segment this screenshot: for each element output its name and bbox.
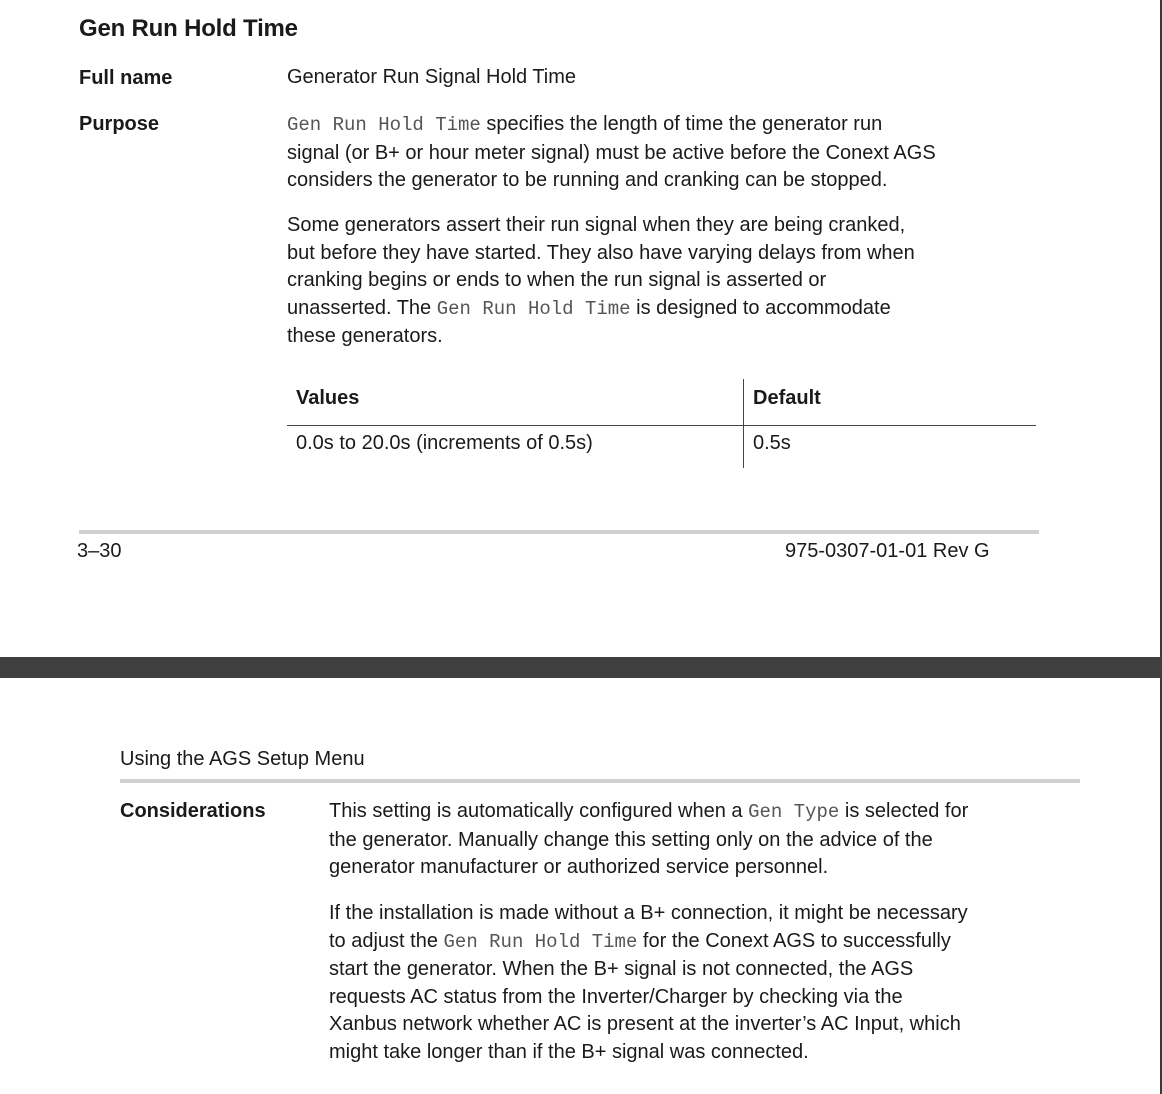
- considerations-label: Considerations: [120, 800, 266, 822]
- text-line: these generators.: [287, 325, 443, 348]
- text-line: generator manufacturer or authorized service personnel.: [329, 856, 829, 879]
- text-line: This setting is automatically configured when a: [329, 800, 749, 822]
- table-header-values: Values: [296, 387, 360, 409]
- full-name-value: Generator Run Signal Hold Time: [287, 66, 577, 88]
- considerations-paragraph-2: [329, 900, 1089, 1067]
- text-line: Some generators assert their run signal when they are being cranked,: [287, 214, 906, 236]
- text-line: cranking begins or ends to when the run signal is asserted or: [287, 269, 827, 292]
- table-header-rule: [287, 425, 1036, 426]
- text-line: is designed to accommodate: [630, 296, 891, 319]
- purpose-paragraph-2: [287, 212, 1047, 351]
- table-cell-values: 0.0s to 20.0s (increments of 0.5s): [296, 432, 593, 454]
- gen-run-hold-time-code: Gen Run Hold Time: [287, 114, 481, 136]
- gen-run-hold-time-code: Gen Run Hold Time: [443, 930, 638, 953]
- text-line: is selected for: [839, 800, 969, 822]
- text-line: the generator. Manually change this setting only on the advice of the: [329, 828, 933, 851]
- page-number: 3–30: [77, 540, 122, 562]
- text-line: might take longer than if the B+ signal was connected.: [329, 1040, 809, 1063]
- header-rule: [120, 779, 1080, 783]
- values-table: [287, 379, 1036, 468]
- gen-run-hold-time-code: Gen Run Hold Time: [436, 297, 631, 320]
- table-column-rule: [743, 379, 744, 468]
- purpose-paragraph-1: [287, 111, 1047, 195]
- text-line: signal (or B+ or hour meter signal) must be active before the Conext AGS: [287, 141, 936, 164]
- purpose-label: Purpose: [79, 113, 160, 135]
- text-line: but before they have started. They also have varying delays from when: [287, 241, 915, 264]
- text-line: for the Conext AGS to successfully: [637, 929, 951, 952]
- considerations-paragraph-1: [329, 798, 1089, 882]
- text-line: unasserted. The: [287, 296, 437, 319]
- full-name-label: Full name: [79, 67, 173, 89]
- gen-type-code: Gen Type: [748, 801, 840, 823]
- text-line: considers the generator to be running and cranking can be stopped.: [287, 169, 888, 192]
- document-number: 975-0307-01-01 Rev G: [785, 540, 990, 562]
- footer-rule: [79, 530, 1039, 534]
- page-separator: [0, 657, 1162, 678]
- section-title: Gen Run Hold Time: [79, 15, 298, 42]
- table-header-default: Default: [753, 387, 821, 409]
- running-header: Using the AGS Setup Menu: [120, 748, 365, 770]
- text-line: Xanbus network whether AC is present at the inverter’s AC Input, which: [329, 1013, 961, 1036]
- table-cell-default: 0.5s: [753, 432, 791, 454]
- text-line: requests AC status from the Inverter/Charger by checking via the: [329, 985, 903, 1008]
- text-line: start the generator. When the B+ signal is not connected, the AGS: [329, 958, 914, 981]
- text-line: to adjust the: [329, 929, 444, 952]
- text-line: specifies the length of time the generator run: [480, 113, 883, 135]
- text-line: If the installation is made without a B+ connection, it might be necessary: [329, 902, 968, 924]
